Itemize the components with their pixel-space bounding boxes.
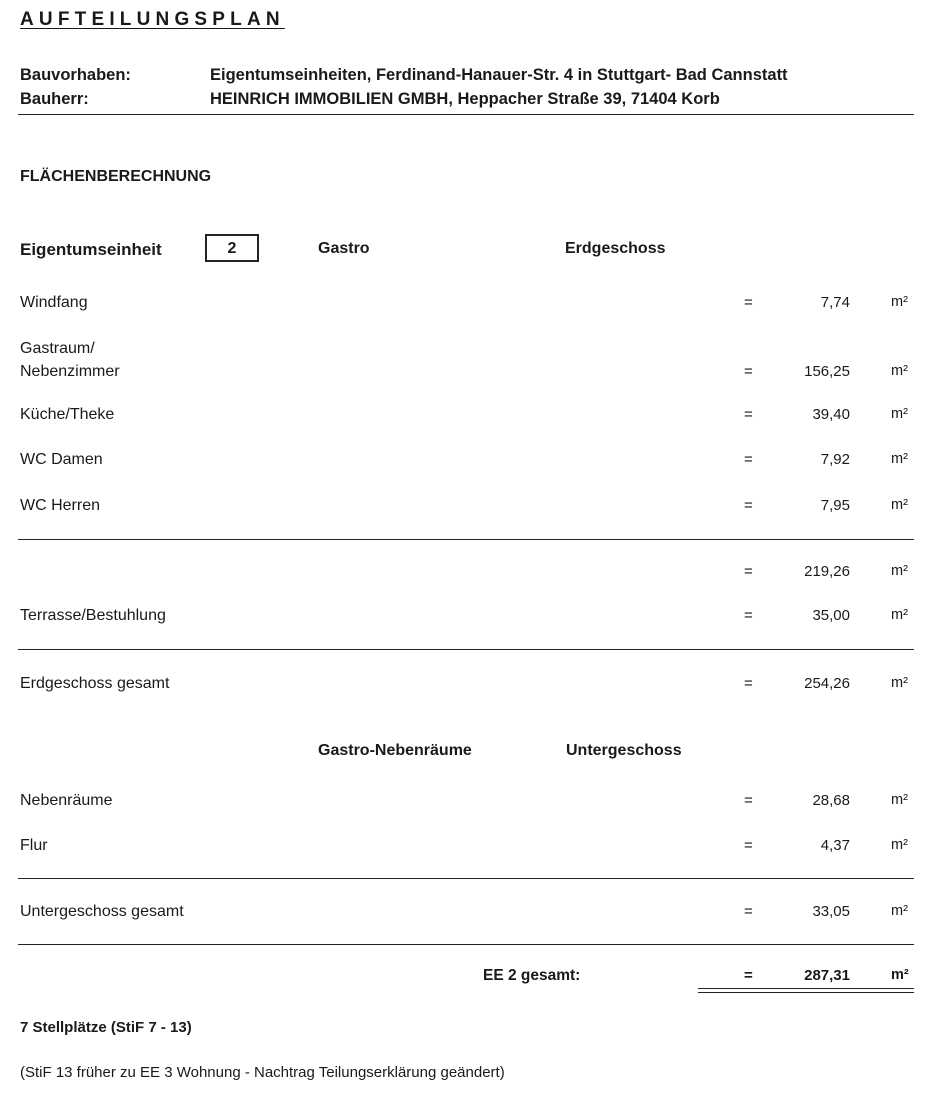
- footnote: (StiF 13 früher zu EE 3 Wohnung - Nachtrag Teilungserklärung geändert): [20, 1064, 505, 1081]
- grand-total-label: EE 2 gesamt:: [483, 967, 581, 984]
- equals-sign: =: [744, 363, 753, 380]
- equals-sign: =: [744, 967, 753, 984]
- ground-total-label: Erdgeschoss gesamt: [20, 675, 170, 692]
- unit-symbol: m²: [891, 363, 908, 379]
- room-label: Windfang: [20, 294, 88, 311]
- unit-symbol: m²: [891, 497, 908, 513]
- room-area: 28,68: [812, 792, 850, 809]
- owner-value: HEINRICH IMMOBILIEN GMBH, Heppacher Straße 39, 71404 Korb: [210, 90, 720, 108]
- basement-use: Gastro-Nebenräume: [318, 742, 472, 759]
- grand-total-divider: [18, 944, 914, 945]
- equals-sign: =: [744, 903, 753, 920]
- room-area: 39,40: [812, 406, 850, 423]
- unit-symbol: m²: [891, 837, 908, 853]
- ground-total-area: 254,26: [804, 675, 850, 692]
- unit-number-box: 2: [205, 234, 259, 262]
- unit-floor: Erdgeschoss: [565, 240, 666, 257]
- equals-sign: =: [744, 294, 753, 311]
- equals-sign: =: [744, 792, 753, 809]
- ground-total-divider: [18, 649, 914, 650]
- owner-label: Bauherr:: [20, 90, 89, 108]
- terrace-label: Terrasse/Bestuhlung: [20, 607, 166, 624]
- grand-total-area: 287,31: [804, 967, 850, 984]
- equals-sign: =: [744, 563, 753, 580]
- document-title: AUFTEILUNGSPLAN: [20, 9, 285, 30]
- room-area: 7,92: [820, 451, 850, 468]
- unit-symbol: m²: [891, 903, 908, 919]
- equals-sign: =: [744, 406, 753, 423]
- section-title: FLÄCHENBERECHNUNG: [20, 168, 212, 185]
- room-label: Gastraum/: [20, 340, 95, 357]
- equals-sign: =: [744, 451, 753, 468]
- unit-symbol: m²: [891, 675, 908, 691]
- unit-symbol: m²: [891, 406, 908, 422]
- unit-symbol: m²: [891, 967, 909, 983]
- basement-total-area: 33,05: [812, 903, 850, 920]
- unit-symbol: m²: [891, 792, 908, 808]
- equals-sign: =: [744, 497, 753, 514]
- unit-symbol: m²: [891, 607, 908, 623]
- room-label: Küche/Theke: [20, 406, 115, 423]
- room-area: 7,74: [820, 294, 850, 311]
- room-area: 4,37: [820, 837, 850, 854]
- subtotal-divider: [18, 539, 914, 540]
- project-value: Eigentumseinheiten, Ferdinand-Hanauer-Str. 4 in Stuttgart- Bad Cannstatt: [210, 66, 788, 84]
- equals-sign: =: [744, 675, 753, 692]
- unit-label: Eigentumseinheit: [20, 240, 162, 259]
- terrace-area: 35,00: [812, 607, 850, 624]
- room-label: WC Damen: [20, 451, 103, 468]
- parking-note: 7 Stellplätze (StiF 7 - 13): [20, 1019, 192, 1036]
- basement-total-divider: [18, 878, 914, 879]
- room-label-line2: Nebenzimmer: [20, 363, 120, 380]
- unit-symbol: m²: [891, 563, 908, 579]
- unit-use: Gastro: [318, 240, 370, 257]
- room-label: Nebenräume: [20, 792, 113, 809]
- subtotal-area: 219,26: [804, 563, 850, 580]
- unit-symbol: m²: [891, 451, 908, 467]
- equals-sign: =: [744, 607, 753, 624]
- basement-floor: Untergeschoss: [566, 742, 682, 759]
- basement-total-label: Untergeschoss gesamt: [20, 903, 184, 920]
- room-label: Flur: [20, 837, 48, 854]
- header-divider: [18, 114, 914, 115]
- equals-sign: =: [744, 837, 753, 854]
- room-area: 7,95: [820, 497, 850, 514]
- room-label: WC Herren: [20, 497, 101, 514]
- unit-symbol: m²: [891, 294, 908, 310]
- room-area: 156,25: [804, 363, 850, 380]
- grand-total-double-underline: [698, 988, 914, 993]
- project-label: Bauvorhaben:: [20, 66, 131, 84]
